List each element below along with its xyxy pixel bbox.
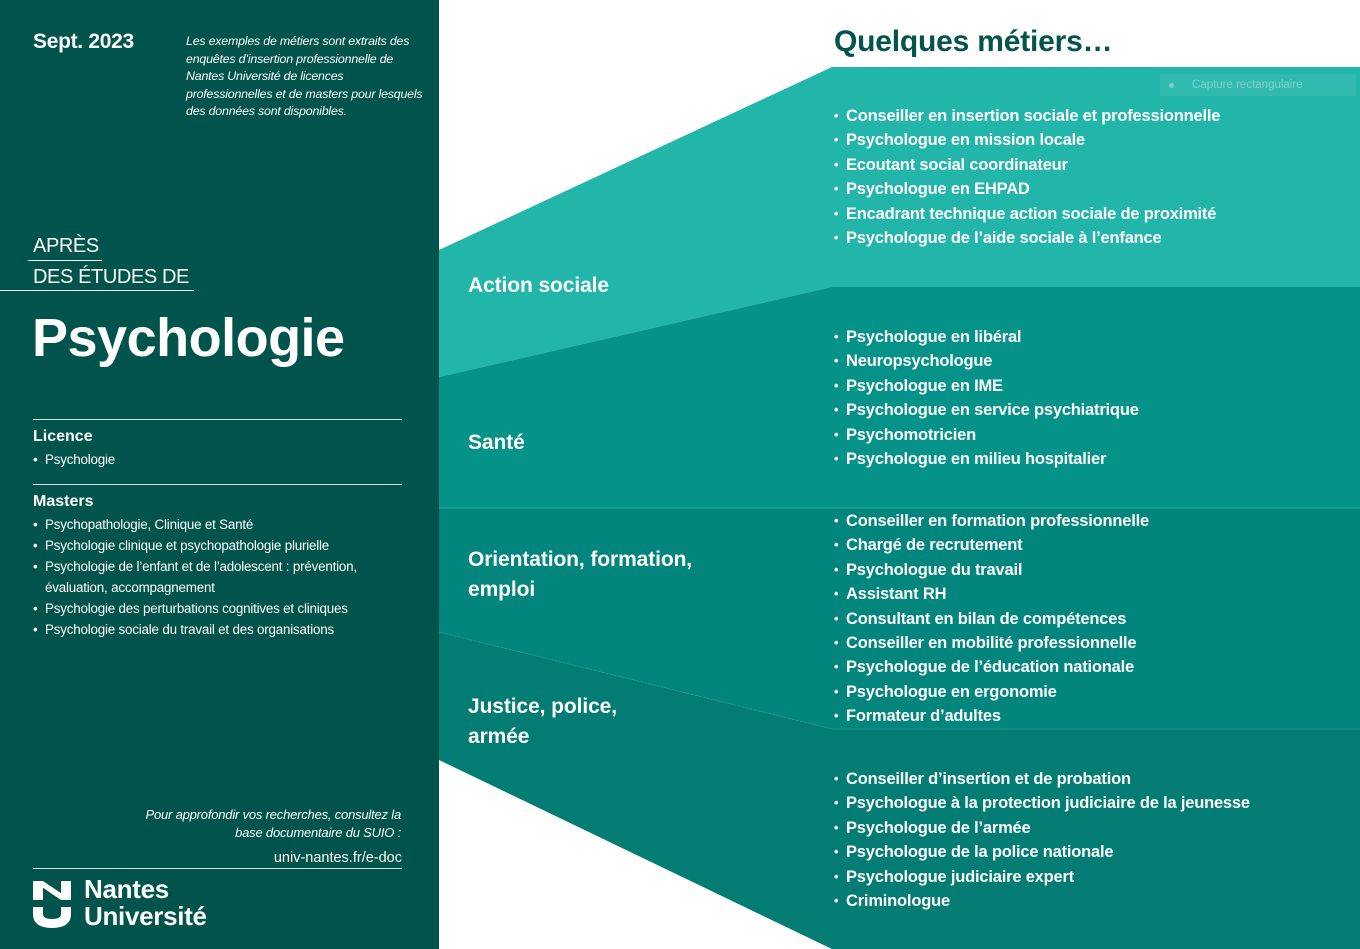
kicker-apres: APRÈS — [33, 235, 99, 257]
list-item: • Psychologie de l’enfant et de l’adolescent : prévention, évaluation, accompagnement — [33, 556, 393, 598]
job-item: • Conseiller en mobilité professionnelle — [834, 631, 1149, 655]
job-item: • Consultant en bilan de compétences — [834, 607, 1149, 631]
divider — [33, 868, 402, 869]
job-item: • Ecoutant social coordinateur — [834, 153, 1220, 177]
job-item: • Psychologue en libéral — [834, 325, 1139, 349]
job-item: • Psychologue de l’éducation nationale — [834, 655, 1149, 679]
jobs-list-action-sociale — [834, 104, 1220, 250]
job-item: • Chargé de recrutement — [834, 533, 1149, 557]
job-item: • Assistant RH — [834, 582, 1149, 606]
job-item: • Neuropsychologue — [834, 349, 1139, 373]
list-item: • Psychopathologie, Clinique et Santé — [33, 514, 393, 535]
job-item: • Conseiller d’insertion et de probation — [834, 767, 1250, 791]
job-item: • Psychologue judiciaire expert — [834, 865, 1250, 889]
jobs-title: Quelques métiers… — [834, 25, 1113, 58]
job-item: • Psychologue de l’aide sociale à l’enfance — [834, 226, 1220, 250]
job-item: • Psychologue en milieu hospitalier — [834, 447, 1139, 471]
list-item: • Psychologie des perturbations cognitives et cliniques — [33, 598, 393, 619]
page-title: Psychologie — [32, 308, 345, 368]
job-item: • Psychologue du travail — [834, 558, 1149, 582]
kicker-des-etudes: DES ÉTUDES DE — [33, 266, 189, 288]
job-item: • Criminologue — [834, 889, 1250, 913]
category-line: emploi — [468, 578, 536, 601]
masters-heading: Masters — [33, 493, 94, 510]
category-line: Orientation, formation, — [468, 548, 693, 571]
job-item: • Conseiller en insertion sociale et professionnelle — [834, 104, 1220, 128]
jobs-list-justice — [834, 767, 1250, 913]
licence-list — [33, 449, 393, 470]
job-item: • Encadrant technique action sociale de proximité — [834, 202, 1220, 226]
job-item: • Psychologue en service psychiatrique — [834, 398, 1139, 422]
category-orientation — [468, 545, 692, 605]
category-sante: Santé — [468, 431, 525, 454]
footer-note: Pour approfondir vos recherches, consultez la base documentaire du SUIO : — [145, 807, 401, 840]
job-item: • Formateur d’adultes — [834, 704, 1149, 728]
jobs-list-orientation — [834, 509, 1149, 729]
category-line: Justice, police, — [468, 695, 617, 718]
category-justice — [468, 692, 617, 752]
kicker-underline — [28, 260, 102, 261]
kicker-underline — [0, 290, 194, 291]
logo-line: Nantes — [84, 874, 169, 904]
job-item: • Psychologue en IME — [834, 374, 1139, 398]
divider — [33, 484, 402, 485]
nantes-universite-logo-icon — [33, 881, 71, 928]
job-item: • Psychologue en ergonomie — [834, 680, 1149, 704]
list-item: • Psychologie sociale du travail et des organisations — [33, 619, 393, 640]
job-item: • Psychologue à la protection judiciaire de la jeunesse — [834, 791, 1250, 815]
category-action-sociale: Action sociale — [468, 274, 609, 297]
list-item: • Psychologie clinique et psychopathologie plurielle — [33, 535, 393, 556]
job-item: • Psychologue de la police nationale — [834, 840, 1250, 864]
capture-overlay-label: Capture rectangulaire — [1160, 74, 1356, 96]
masters-list — [33, 514, 393, 640]
divider — [33, 419, 402, 420]
intro-note: Les exemples de métiers sont extraits des enquêtes d’insertion professionnelle de Nantes Université de licences professionnelles et de masters pour lesquels des données sont disponibles. — [186, 34, 423, 119]
list-item: • Psychologie — [33, 449, 393, 470]
job-item: • Psychologue en EHPAD — [834, 177, 1220, 201]
job-item: • Psychologue en mission locale — [834, 128, 1220, 152]
licence-heading: Licence — [33, 428, 93, 445]
job-item: • Psychomotricien — [834, 423, 1139, 447]
job-item: • Psychologue de l’armée — [834, 816, 1250, 840]
jobs-list-sante — [834, 325, 1139, 471]
left-panel — [0, 0, 439, 949]
logo-line: Université — [84, 901, 207, 931]
publication-date: Sept. 2023 — [33, 30, 134, 53]
edoc-link[interactable]: univ-nantes.fr/e-doc — [273, 850, 402, 866]
logo-wordmark — [84, 876, 207, 930]
job-item: • Conseiller en formation professionnelle — [834, 509, 1149, 533]
category-line: armée — [468, 725, 530, 748]
